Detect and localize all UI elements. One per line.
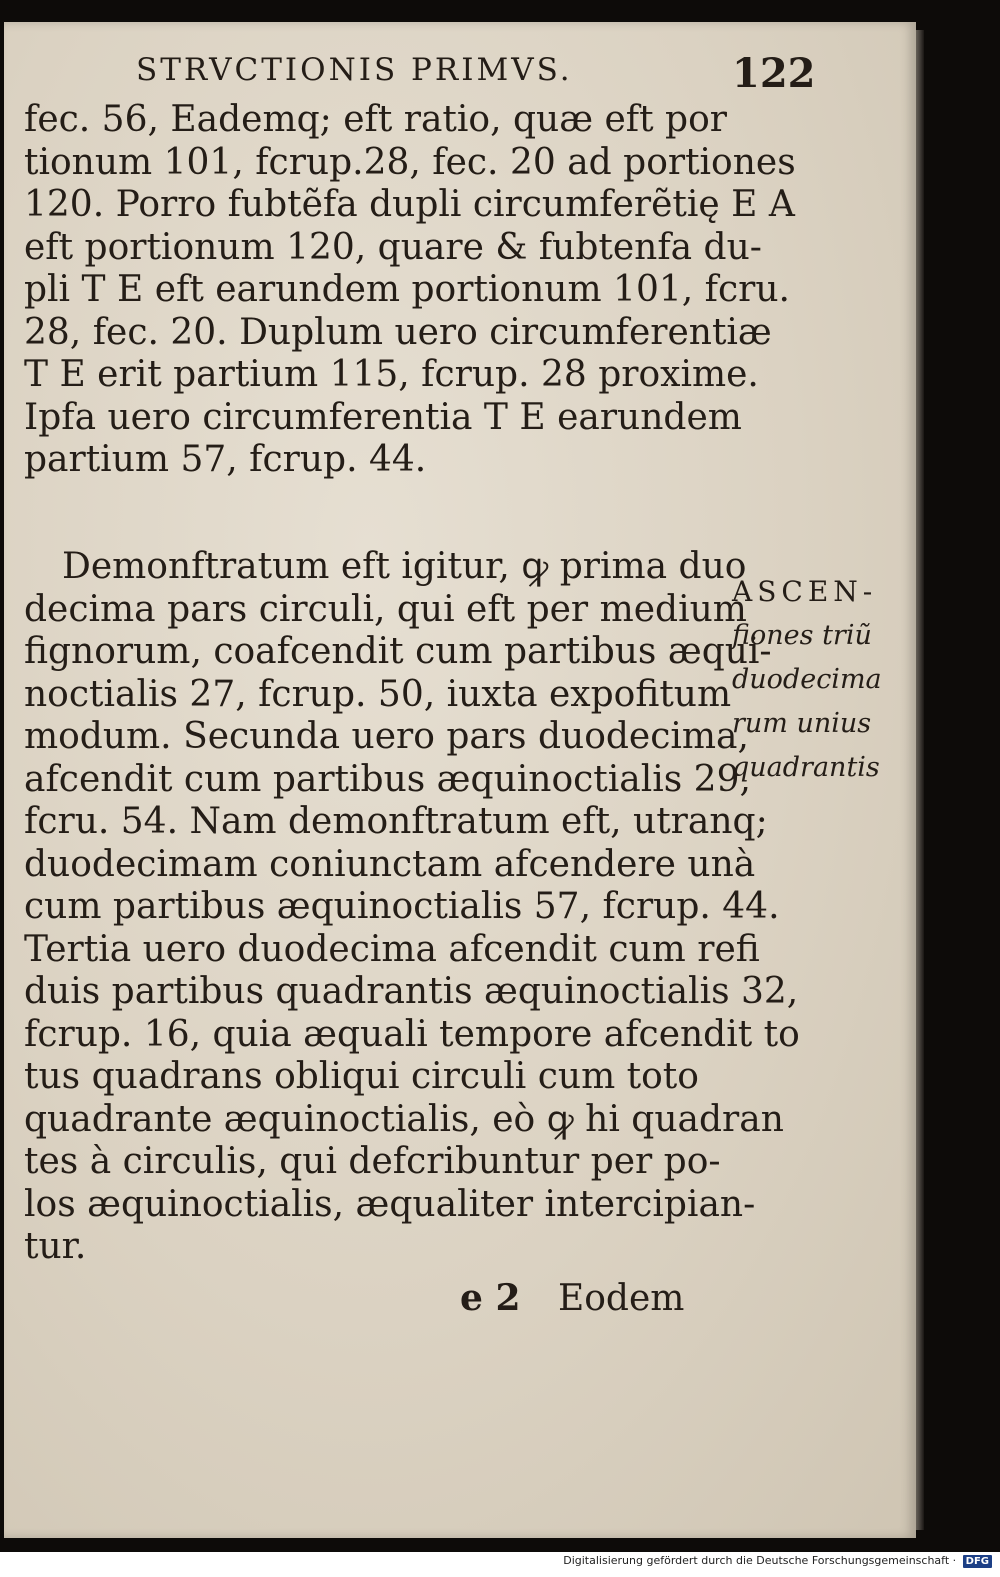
text-line: tionum 101, fcrup.28, fec. 20 ad portiones <box>24 141 796 183</box>
paragraph-2 <box>24 546 800 1269</box>
text-line: tus quadrans obliqui circuli cum toto <box>24 1056 699 1097</box>
catchword-line <box>460 1277 684 1319</box>
dfg-logo: DFG <box>963 1555 992 1568</box>
margin-note <box>732 570 882 790</box>
text-line: fignorum, coafcendit cum partibus æqui- <box>24 631 772 672</box>
running-head: STRVCTIONIS PRIMVS. <box>136 52 573 88</box>
text-line: Demonftratum eft igitur, ꝙ prima duo <box>62 546 747 587</box>
book-page <box>4 22 916 1538</box>
text-line: fcru. 54. Nam demonftratum eft, utranq; <box>24 801 768 842</box>
margin-note-line: ASCEN- <box>732 575 878 608</box>
text-line: Ipfa uero circumferentia T E earundem <box>24 396 742 438</box>
text-line: modum. Secunda uero pars duodecima, <box>24 716 749 757</box>
catchword: Eodem <box>557 1278 685 1319</box>
signature-mark: e 2 <box>460 1277 521 1319</box>
funding-footer <box>563 1554 992 1568</box>
margin-note-line: duodecima <box>732 664 882 695</box>
text-line: cum partibus æquinoctialis 57, fcrup. 44. <box>24 886 780 927</box>
margin-note-line: quadrantis <box>732 752 880 783</box>
text-line: afcendit cum partibus æquinoctialis 29, <box>24 758 751 800</box>
text-line: fcrup. 16, quia æquali tempore afcendit to <box>24 1013 800 1055</box>
text-line: partium 57, fcrup. 44. <box>24 439 427 480</box>
text-line: quadrante æquinoctialis, eò ꝙ hi quadran <box>24 1098 784 1140</box>
text-line: eft portionum 120, quare & fubtenfa du- <box>24 226 762 268</box>
text-line: los æquinoctialis, æqualiter intercipian- <box>24 1183 756 1225</box>
text-line: pli T E eft earundem portionum 101, fcru. <box>24 269 790 310</box>
text-line: tur. <box>24 1226 87 1267</box>
text-line: decima pars circuli, qui eft per medium <box>24 588 747 630</box>
text-line: tes à circulis, qui defcribuntur per po- <box>24 1141 721 1182</box>
text-line: Tertia uero duodecima afcendit cum refi <box>24 928 760 970</box>
text-line: T E erit partium 115, fcrup. 28 proxime. <box>24 354 759 395</box>
text-line: noctialis 27, fcrup. 50, iuxta expofitum <box>24 673 732 715</box>
text-line: duis partibus quadrantis æquinoctialis 32, <box>24 971 799 1012</box>
page-number: 122 <box>732 50 816 97</box>
text-line: 28, fec. 20. Duplum uero circumferentiæ <box>24 311 772 353</box>
text-line: duodecimam coniunctam afcendere unà <box>24 843 756 885</box>
footer-text: Digitalisierung gefördert durch die Deutsche Forschungsgemeinschaft · <box>563 1554 957 1567</box>
paragraph-1 <box>24 99 796 482</box>
margin-note-line: rum unius <box>732 708 872 739</box>
text-line: fec. 56, Eademq; eft ratio, quæ eft por <box>24 99 727 140</box>
margin-note-line: fiones triũ <box>732 620 872 651</box>
text-line: 120. Porro fubtẽfa dupli circumferẽtię E A <box>24 184 795 225</box>
